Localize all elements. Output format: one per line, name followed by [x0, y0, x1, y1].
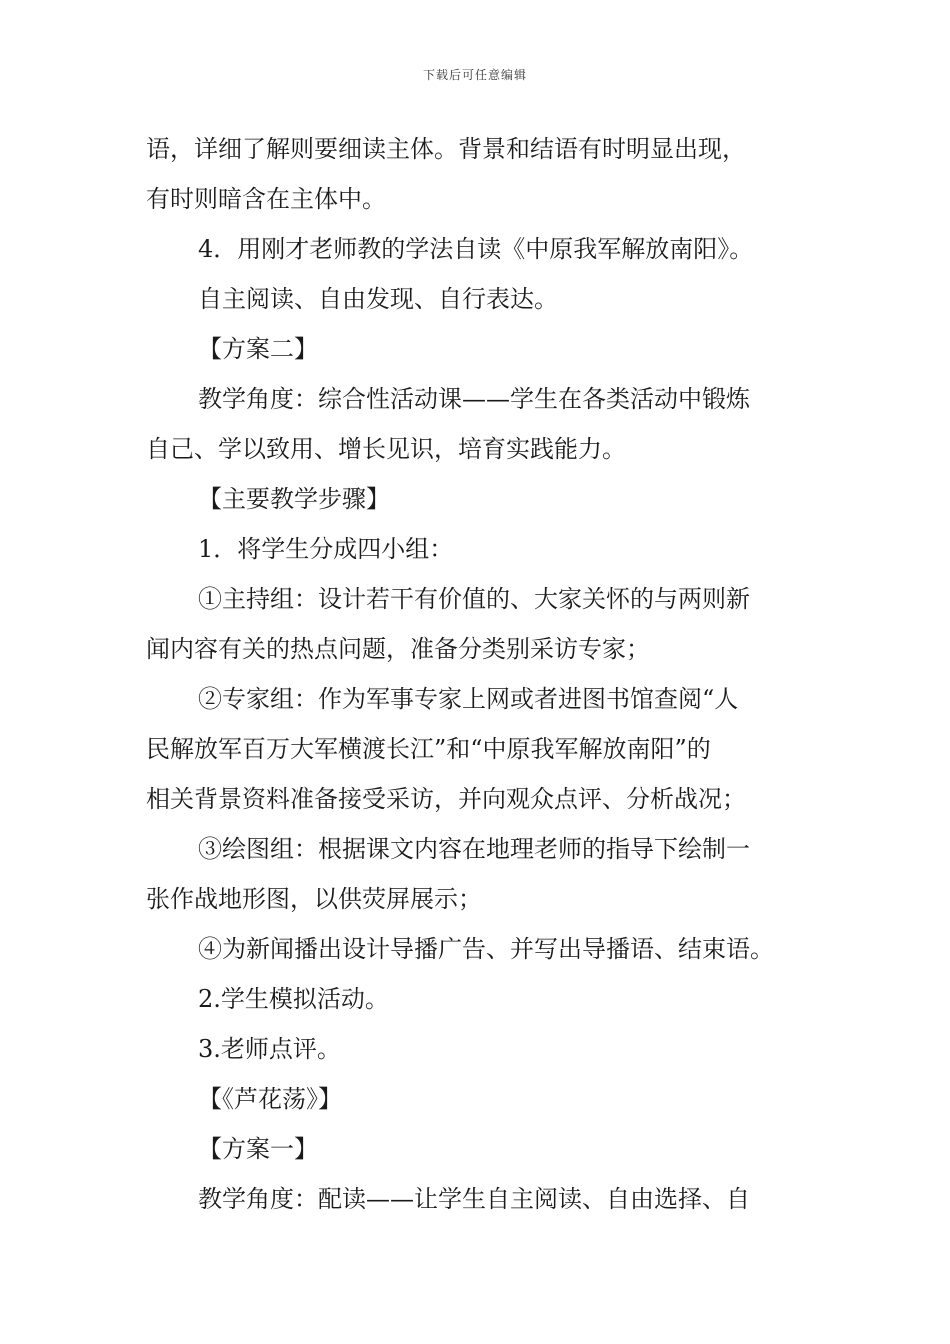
- text-line: 闻内容有关的热点问题，准备分类别采访专家；: [146, 635, 650, 663]
- section-heading: 【主要教学步骤】: [198, 485, 390, 513]
- document-body: [146, 124, 812, 1224]
- text-line: 民解放军百万大军横渡长江”和“中原我军解放南阳”的: [146, 735, 711, 763]
- text-line: 语，详细了解则要细读主体。背景和结语有时明显出现，: [146, 135, 746, 163]
- text-line: 相关背景资料准备接受采访，并向观众点评、分析战况；: [146, 785, 746, 813]
- text-line: 3.老师点评。: [198, 1035, 341, 1063]
- text-line: ②专家组：作为军事专家上网或者进图书馆查阅“人: [198, 685, 739, 713]
- section-heading: 【方案一】: [198, 1135, 318, 1163]
- text-line: 教学角度：综合性活动课——学生在各类活动中锻炼: [198, 385, 750, 413]
- section-heading: 【《芦花荡》】: [198, 1085, 342, 1113]
- text-line: 自主阅读、自由发现、自行表达。: [198, 285, 558, 313]
- text-line: 教学角度：配读——让学生自主阅读、自由选择、自: [198, 1185, 750, 1213]
- section-heading: 【方案二】: [198, 335, 318, 363]
- page-header: 下载后可任意编辑: [422, 68, 527, 82]
- text-line: ①主持组：设计若干有价值的、大家关怀的与两则新: [198, 585, 750, 613]
- text-line: ④为新闻播出设计导播广告、并写出导播语、结束语。: [198, 935, 774, 963]
- text-line: 2.学生模拟活动。: [198, 985, 389, 1013]
- text-line: ③绘图组：根据课文内容在地理老师的指导下绘制一: [198, 835, 750, 863]
- text-line: 张作战地形图，以供荧屏展示；: [146, 885, 482, 913]
- text-line: 4．用刚才老师教的学法自读《中原我军解放南阳》。: [198, 235, 754, 263]
- text-line: 自己、学以致用、增长见识，培育实践能力。: [146, 435, 626, 463]
- text-line: 1．将学生分成四小组：: [198, 535, 454, 563]
- text-line: 有时则暗含在主体中。: [146, 185, 386, 213]
